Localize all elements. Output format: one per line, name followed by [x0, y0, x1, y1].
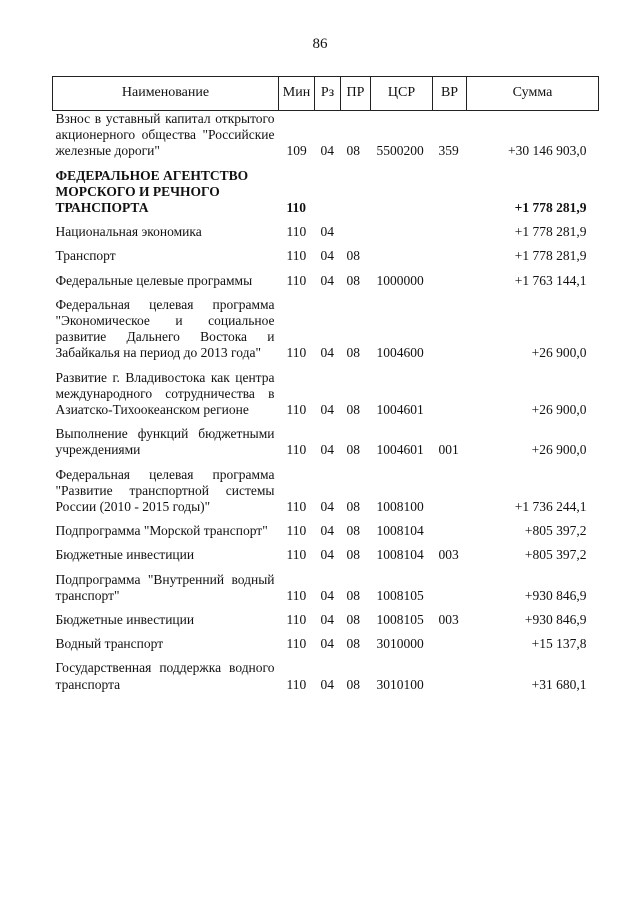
row-min: 110 — [286, 523, 307, 539]
row-name: Федеральная целевая программа "Развитие транспортной системы России (2010 - 2015 годы)" — [55, 466, 275, 515]
row-vr — [433, 265, 467, 289]
budget-table — [52, 76, 599, 693]
row-name: Водный транспорт — [55, 636, 164, 652]
row-sum: +805 397,2 — [524, 523, 587, 539]
row-name: Бюджетные инвестиции — [55, 612, 195, 628]
row-min: 110 — [286, 676, 307, 692]
row-name: Бюджетные инвестиции — [55, 547, 195, 563]
row-rz: 04 — [320, 523, 334, 539]
row-pr: 08 — [346, 547, 360, 563]
row-vr: 001 — [438, 442, 459, 458]
row-min: 110 — [286, 224, 307, 240]
row-min: 110 — [286, 547, 307, 563]
row-sum: +805 397,2 — [524, 547, 587, 563]
row-sum: +1 778 281,9 — [514, 224, 587, 240]
row-sum: +30 146 903,0 — [508, 143, 587, 159]
table-header-row — [53, 77, 599, 111]
row-rz — [315, 160, 341, 217]
row-rz: 04 — [320, 499, 334, 515]
row-sum: +1 736 244,1 — [514, 499, 587, 515]
row-pr: 08 — [346, 442, 360, 458]
row-rz: 04 — [320, 676, 334, 692]
row-pr: 08 — [346, 402, 360, 418]
row-pr: 08 — [346, 587, 360, 603]
row-name: Развитие г. Владивостока как центра международного сотрудничества в Азиатско-Тихоокеанском регионе — [55, 369, 275, 418]
table-row — [53, 111, 599, 160]
row-pr: 08 — [346, 143, 360, 159]
row-min: 109 — [286, 143, 307, 159]
row-min: 110 — [286, 402, 307, 418]
row-name: Подпрограмма "Внутренний водный транспорт" — [55, 571, 275, 603]
row-csr: 1004600 — [376, 345, 424, 361]
header-name: Наименование — [53, 77, 279, 111]
row-vr — [433, 160, 467, 217]
table-row — [53, 289, 599, 362]
row-vr — [433, 628, 467, 652]
row-csr: 1008100 — [376, 499, 424, 515]
table-row — [53, 459, 599, 516]
header-vr: ВР — [433, 77, 467, 111]
table-row — [53, 564, 599, 604]
table-row — [53, 160, 599, 217]
table-row — [53, 216, 599, 240]
row-vr: 359 — [438, 143, 459, 159]
row-min: 110 — [286, 636, 307, 652]
row-min: 110 — [286, 200, 307, 216]
row-rz: 04 — [320, 587, 334, 603]
row-vr — [433, 459, 467, 516]
row-vr — [433, 362, 467, 419]
row-csr: 1008104 — [376, 523, 424, 539]
row-csr — [371, 216, 433, 240]
row-vr — [433, 515, 467, 539]
row-pr: 08 — [346, 345, 360, 361]
row-rz: 04 — [320, 143, 334, 159]
row-vr — [433, 289, 467, 362]
row-pr: 08 — [346, 523, 360, 539]
table-row — [53, 652, 599, 692]
table-row — [53, 539, 599, 563]
row-rz: 04 — [320, 345, 334, 361]
row-rz: 04 — [320, 636, 334, 652]
table-row — [53, 362, 599, 419]
row-sum: +26 900,0 — [531, 345, 587, 361]
row-name: Выполнение функций бюджетными учреждениями — [55, 426, 275, 458]
row-min: 110 — [286, 248, 307, 264]
row-name: Федеральная целевая программа "Экономическое и социальное развитие Дальнего Востока и Забайкалья на период до 2013 года" — [55, 296, 275, 361]
row-min: 110 — [286, 345, 307, 361]
row-name: ФЕДЕРАЛЬНОЕ АГЕНТСТВО МОРСКОГО И РЕЧНОГО ТРАНСПОРТА — [55, 167, 249, 216]
row-min: 110 — [286, 272, 307, 288]
row-pr: 08 — [346, 272, 360, 288]
header-min: Мин — [279, 77, 315, 111]
row-sum: +1 763 144,1 — [514, 272, 587, 288]
row-vr: 003 — [438, 612, 459, 628]
row-csr: 1008105 — [376, 612, 424, 628]
table-row — [53, 515, 599, 539]
row-name: Транспорт — [55, 248, 116, 264]
row-name: Подпрограмма "Морской транспорт" — [55, 523, 268, 539]
row-sum: +26 900,0 — [531, 402, 587, 418]
row-csr: 1008105 — [376, 587, 424, 603]
row-vr — [433, 216, 467, 240]
row-csr: 3010000 — [376, 636, 424, 652]
table-row — [53, 240, 599, 264]
table-row — [53, 418, 599, 458]
row-pr: 08 — [346, 636, 360, 652]
row-csr: 1008104 — [376, 547, 424, 563]
row-vr: 003 — [438, 547, 459, 563]
row-name: Национальная экономика — [55, 224, 202, 240]
row-name: Федеральные целевые программы — [55, 272, 253, 288]
row-vr — [433, 652, 467, 692]
row-rz: 04 — [320, 547, 334, 563]
row-sum: +15 137,8 — [531, 636, 587, 652]
row-rz: 04 — [320, 224, 334, 240]
row-rz: 04 — [320, 442, 334, 458]
row-pr: 08 — [346, 676, 360, 692]
row-sum: +930 846,9 — [524, 587, 587, 603]
row-rz: 04 — [320, 402, 334, 418]
row-sum: +1 778 281,9 — [514, 248, 587, 264]
row-sum: +1 778 281,9 — [514, 200, 587, 216]
row-vr — [433, 240, 467, 264]
row-name: Взнос в уставный капитал открытого акционерного общества "Российские железные дороги" — [55, 111, 275, 159]
page-number: 86 — [312, 36, 328, 52]
row-vr — [433, 564, 467, 604]
row-rz: 04 — [320, 612, 334, 628]
header-pr: ПР — [341, 77, 371, 111]
row-sum: +26 900,0 — [531, 442, 587, 458]
header-csr: ЦСР — [371, 77, 433, 111]
row-csr: 1000000 — [376, 272, 424, 288]
row-csr: 5500200 — [376, 143, 424, 159]
table-row — [53, 628, 599, 652]
table-row — [53, 604, 599, 628]
row-pr — [341, 160, 371, 217]
row-csr: 3010100 — [376, 676, 424, 692]
row-rz: 04 — [320, 272, 334, 288]
row-csr: 1004601 — [376, 402, 424, 418]
row-rz: 04 — [320, 248, 334, 264]
row-min: 110 — [286, 612, 307, 628]
row-pr: 08 — [346, 499, 360, 515]
table-row — [53, 265, 599, 289]
row-csr — [371, 160, 433, 217]
row-min: 110 — [286, 587, 307, 603]
row-sum: +31 680,1 — [531, 676, 587, 692]
row-pr: 08 — [346, 248, 360, 264]
row-pr: 08 — [346, 612, 360, 628]
row-sum: +930 846,9 — [524, 612, 587, 628]
row-pr — [341, 216, 371, 240]
header-sum: Сумма — [467, 77, 599, 111]
header-rz: Рз — [315, 77, 341, 111]
row-min: 110 — [286, 442, 307, 458]
row-min: 110 — [286, 499, 307, 515]
row-csr — [371, 240, 433, 264]
row-csr: 1004601 — [376, 442, 424, 458]
row-name: Государственная поддержка водного транспорта — [55, 660, 275, 692]
